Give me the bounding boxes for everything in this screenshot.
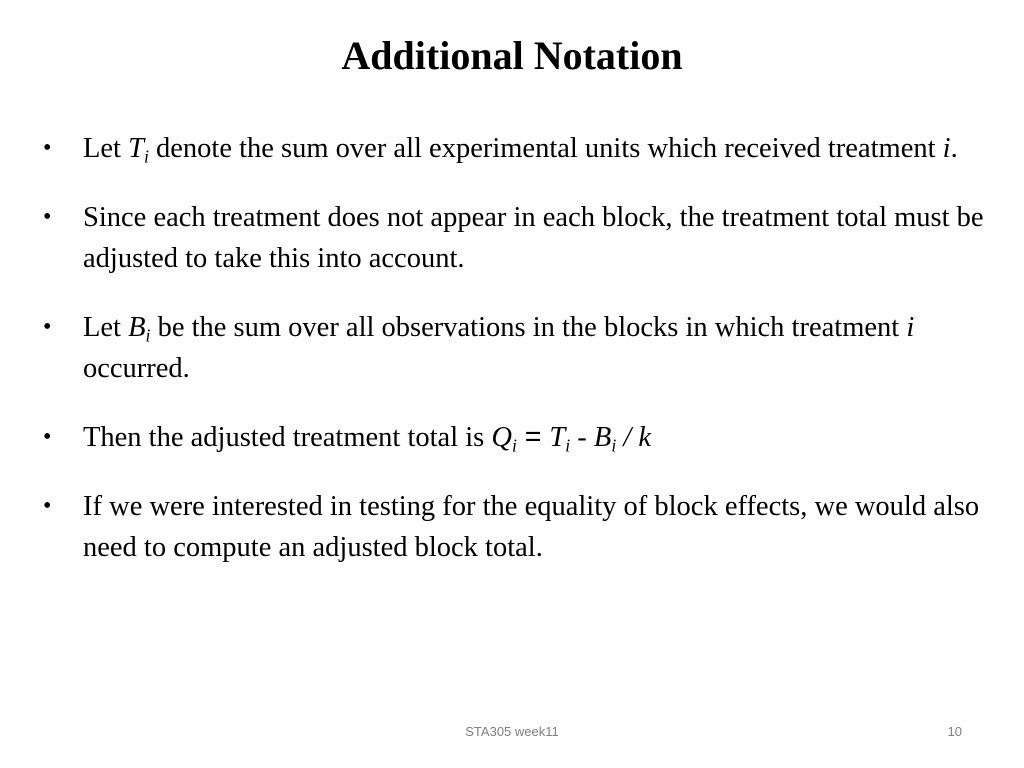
formula-adjusted-total: $Q_i = T_i - B_i / k$ <box>491 421 652 456</box>
bullet-icon: • <box>43 314 52 340</box>
footer-course-label: STA305 week11 <box>465 724 559 739</box>
bullet-item-block-sum <box>40 307 990 389</box>
symbol-B: B <box>128 312 146 343</box>
bullet-text: Then the adjusted treatment total is $Q_i = T_i - B_i / k$ <box>83 421 652 456</box>
slide-title: Additional Notation <box>341 33 683 78</box>
bullet-item-treatment-sum <box>40 128 990 169</box>
bullet-icon: • <box>43 424 52 450</box>
variable-i: i <box>942 133 951 164</box>
subscript-i: i <box>145 325 151 346</box>
subscript-i: i <box>143 146 149 167</box>
variable-i: i <box>906 312 915 343</box>
bullet-item-adjustment <box>40 197 990 279</box>
bullet-item-adjusted-total <box>40 417 990 458</box>
bullet-icon: • <box>43 493 52 519</box>
bullet-text: Let $B_i$ be the sum over all observations in the blocks in which treatment i occurred. <box>83 312 915 384</box>
bullet-icon: • <box>43 135 52 161</box>
bullet-text: If we were interested in testing for the equality of block effects, we would also need to compute an adjusted block total. <box>83 491 980 563</box>
bullet-list <box>40 128 990 568</box>
bullet-item-block-effects <box>40 486 990 568</box>
bullet-text: Let $T_i$ denote the sum over all experimental units which received treatment i. <box>83 133 958 167</box>
bullet-text: Since each treatment does not appear in each block, the treatment total must be adjusted to take this into account. <box>83 202 984 274</box>
symbol-T: T <box>128 133 144 164</box>
bullet-icon: • <box>43 204 52 230</box>
footer-page-number: 10 <box>947 724 962 739</box>
